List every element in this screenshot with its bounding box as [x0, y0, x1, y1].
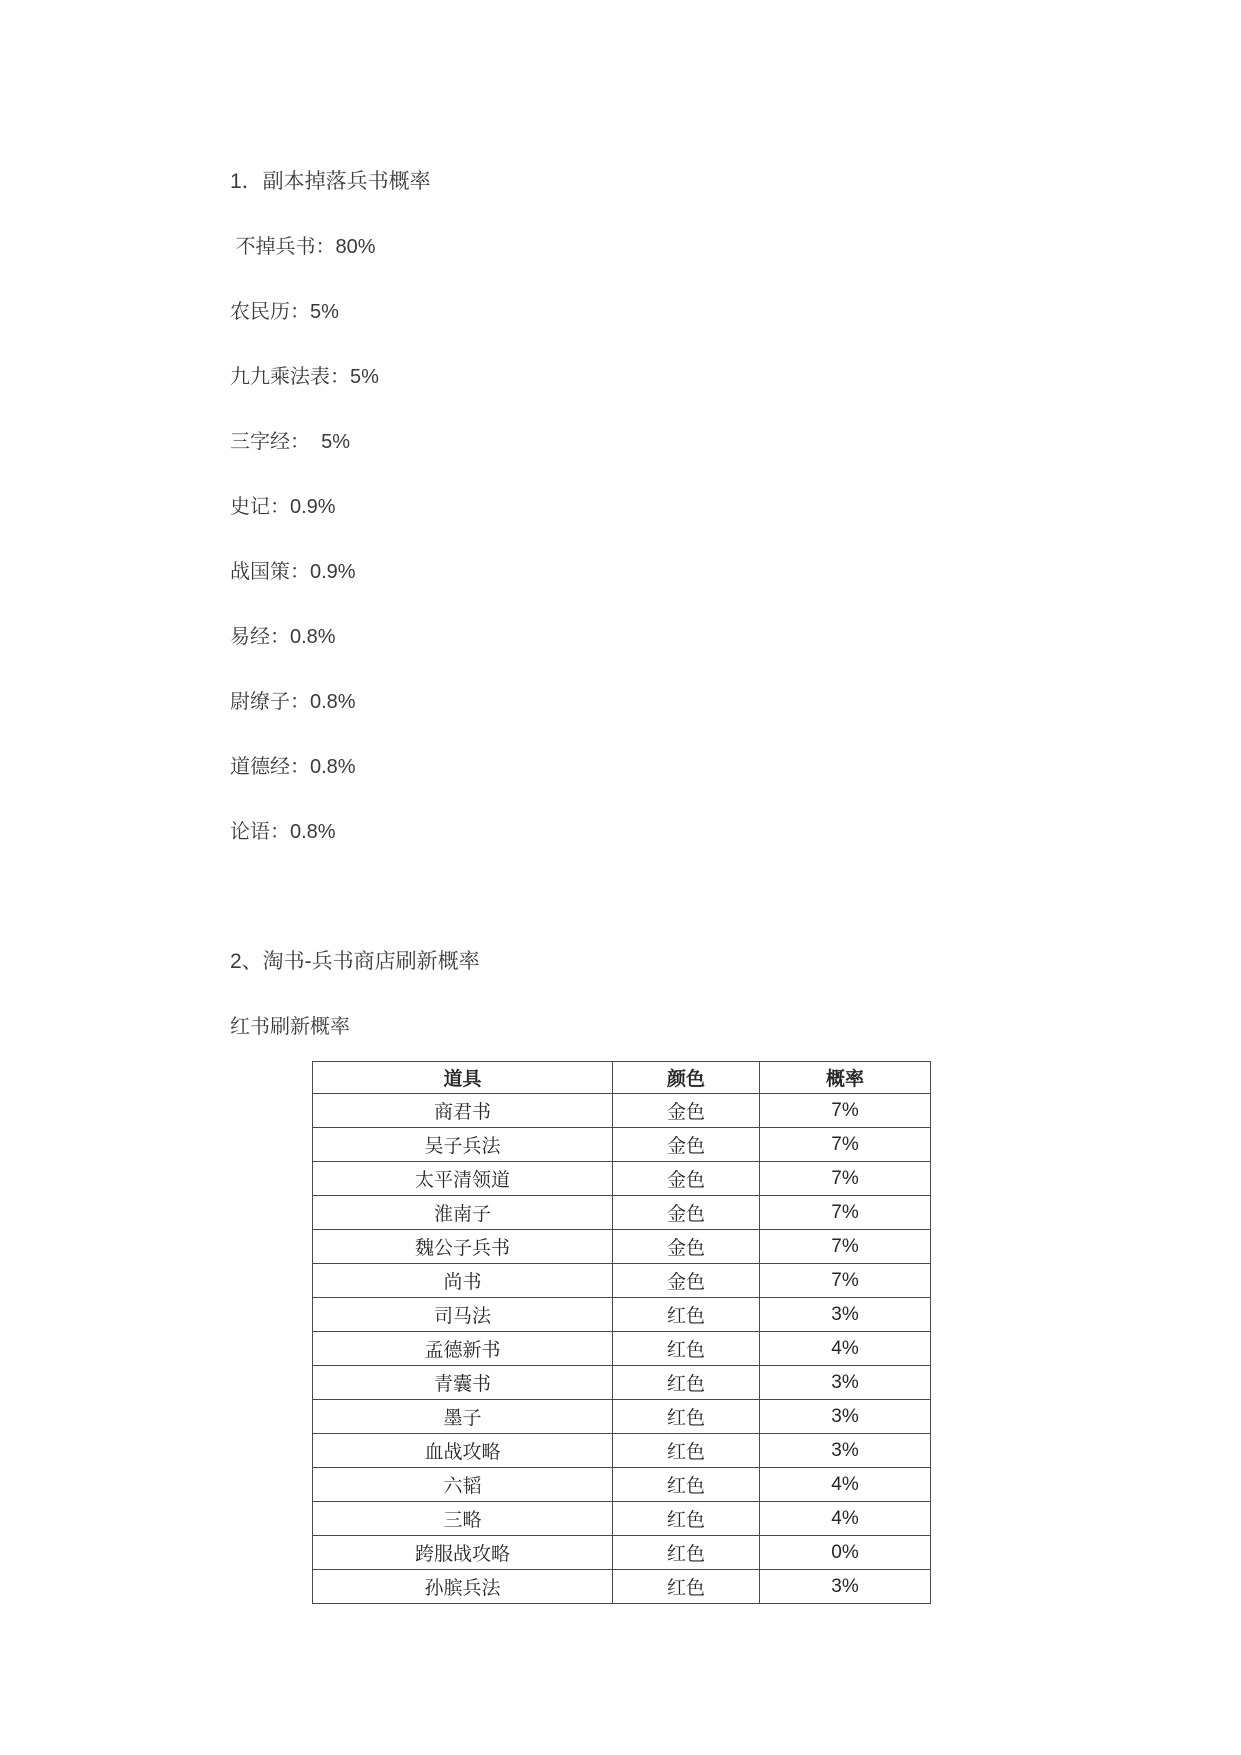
table-row	[313, 1400, 931, 1434]
table-row	[313, 1298, 931, 1332]
color-cell: 金色	[613, 1264, 760, 1298]
color-cell: 红色	[613, 1366, 760, 1400]
color-cell: 金色	[613, 1162, 760, 1196]
table-row	[313, 1468, 931, 1502]
table-row	[313, 1332, 931, 1366]
item-cell: 尚书	[313, 1264, 613, 1298]
color-cell: 红色	[613, 1570, 760, 1604]
probability-cell: 3%	[760, 1366, 931, 1400]
probability-cell: 0%	[760, 1536, 931, 1570]
table-row	[313, 1264, 931, 1298]
item-cell: 商君书	[313, 1094, 613, 1128]
document-content	[230, 170, 1090, 1604]
probability-cell: 7%	[760, 1264, 931, 1298]
column-header-item: 道具	[313, 1062, 613, 1094]
drop-rate-line-sanzijing: 三字经： 5%	[230, 431, 351, 453]
color-cell: 红色	[613, 1536, 760, 1570]
table-header	[313, 1062, 931, 1094]
drop-rate-line-weiliaozi: 尉缭子：0.8%	[230, 691, 356, 713]
item-cell: 司马法	[313, 1298, 613, 1332]
probability-cell: 7%	[760, 1094, 931, 1128]
table-row	[313, 1230, 931, 1264]
table-header-row	[313, 1062, 931, 1094]
drop-rate-line-daodejing: 道德经：0.8%	[230, 756, 356, 778]
table-body	[313, 1094, 931, 1604]
item-cell: 血战攻略	[313, 1434, 613, 1468]
color-cell: 红色	[613, 1434, 760, 1468]
probability-cell: 3%	[760, 1400, 931, 1434]
table-row	[313, 1502, 931, 1536]
drop-rate-line-nongminli: 农民历：5%	[230, 301, 339, 323]
color-cell: 金色	[613, 1196, 760, 1230]
probability-cell: 4%	[760, 1332, 931, 1366]
section2-heading: 2、淘书-兵书商店刷新概率	[230, 950, 480, 973]
probability-cell: 3%	[760, 1298, 931, 1332]
probability-cell: 3%	[760, 1434, 931, 1468]
item-cell: 吴子兵法	[313, 1128, 613, 1162]
table-row	[313, 1570, 931, 1604]
table-row	[313, 1128, 931, 1162]
color-cell: 红色	[613, 1332, 760, 1366]
probability-cell: 3%	[760, 1570, 931, 1604]
item-cell: 青囊书	[313, 1366, 613, 1400]
table-row	[313, 1366, 931, 1400]
probability-cell: 4%	[760, 1468, 931, 1502]
probability-cell: 4%	[760, 1502, 931, 1536]
drop-rate-line-yijing: 易经：0.8%	[230, 626, 336, 648]
probability-cell: 7%	[760, 1196, 931, 1230]
item-cell: 孙膑兵法	[313, 1570, 613, 1604]
table-row	[313, 1434, 931, 1468]
drop-rate-line-budiao: 不掉兵书：80%	[230, 236, 376, 258]
red-book-subheading: 红书刷新概率	[230, 1016, 350, 1038]
table-row	[313, 1196, 931, 1230]
drop-rate-line-jiujiu: 九九乘法表：5%	[230, 366, 379, 388]
drop-rate-line-shiji: 史记：0.9%	[230, 496, 336, 518]
item-cell: 孟德新书	[313, 1332, 613, 1366]
table-row	[313, 1536, 931, 1570]
item-cell: 跨服战攻略	[313, 1536, 613, 1570]
color-cell: 红色	[613, 1400, 760, 1434]
section1-heading: 1．副本掉落兵书概率	[230, 170, 431, 193]
probability-cell: 7%	[760, 1230, 931, 1264]
item-cell: 六韬	[313, 1468, 613, 1502]
column-header-probability: 概率	[760, 1062, 931, 1094]
color-cell: 金色	[613, 1094, 760, 1128]
table-row	[313, 1162, 931, 1196]
column-header-color: 颜色	[613, 1062, 760, 1094]
item-cell: 太平清领道	[313, 1162, 613, 1196]
color-cell: 金色	[613, 1230, 760, 1264]
table-row	[313, 1094, 931, 1128]
color-cell: 红色	[613, 1468, 760, 1502]
item-cell: 墨子	[313, 1400, 613, 1434]
probability-cell: 7%	[760, 1162, 931, 1196]
item-cell: 魏公子兵书	[313, 1230, 613, 1264]
drop-rate-line-lunyu: 论语：0.8%	[230, 821, 336, 843]
item-cell: 三略	[313, 1502, 613, 1536]
color-cell: 红色	[613, 1298, 760, 1332]
probability-cell: 7%	[760, 1128, 931, 1162]
refresh-probability-table	[312, 1061, 931, 1604]
color-cell: 红色	[613, 1502, 760, 1536]
drop-rate-line-zhanguoce: 战国策：0.9%	[230, 561, 356, 583]
item-cell: 淮南子	[313, 1196, 613, 1230]
color-cell: 金色	[613, 1128, 760, 1162]
